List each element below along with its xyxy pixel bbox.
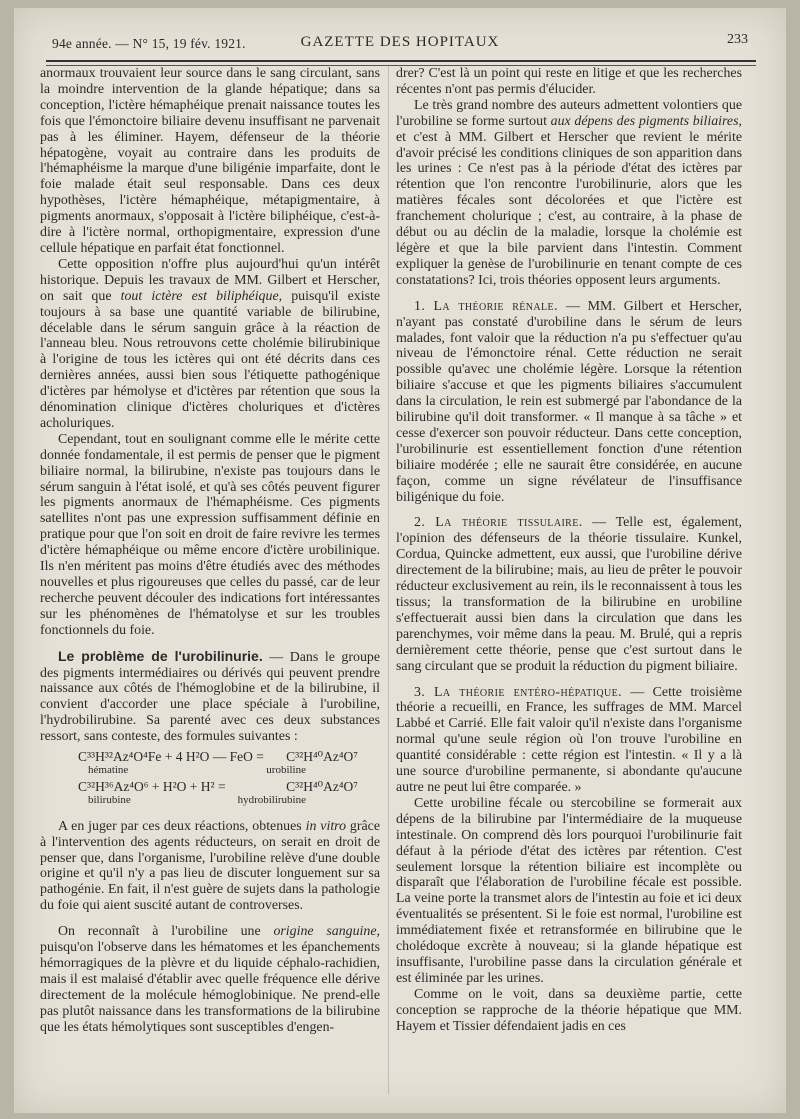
paragraph: 1. La théorie rénale. — MM. Gilbert et Herscher, n'ayant pas constaté d'urobiline dans le sérum de leurs malades, font valoir que la réduction n'a pu s'effectuer qu'au niveau de l'émonctoire rénal. Cette réduction ne serait possible qu'avec une cholémie légère. Lorsque la rétention biliaire s'accuse et que les pigments biliaires s'accumulent dans la circulation, le rein est submergé par l'abondance de la bilirubine qu'il doit transformer. « Il manque à sa tâche » et cesse d'exercer son pouvoir réducteur. Dans cette conception, l'urobilinurie est essentiellement fonction d'une rétention biliaire modérée ; elle ne saurait être considérée, en aucune façon, comme un signe révélateur de l'insuffisance biligénique du foie. [396, 298, 742, 505]
paragraph: drer? C'est là un point qui reste en litige et que les recherches récentes n'ont pas permis d'élucider. [396, 66, 742, 97]
theory-title: 1. La théorie rénale. [414, 298, 558, 314]
formula-rhs: C³²H⁴⁰Az⁴O⁷ [286, 778, 358, 794]
paragraph: 3. La théorie entéro-hépatique. — Cette troisième théorie a recueilli, en France, les suffrages de MM. Marcel Labbé et Carrié. Elle fait valoir qu'il n'existe dans l'organisme normal qu'une seule région où l'on trouve l'urobiline en quantité considérable : cette région est l'intestin. « Il y a là une source d'urobiline permanente, si abondante qu'aucune autre ne peut lui être comparée. » [396, 684, 743, 795]
issue-info: 94e année. — N° 15, 19 fév. 1921. [52, 36, 246, 51]
paragraph: anormaux trouvaient leur source dans le sang circulant, sans la moindre intervention de la glande hépatique; dans sa conception, l'ictère hémaphéique prenait naissance toutes les fois que l'émonctoire biliaire devenu insuffisant ne parvenait pas à les éliminer. Hayem, défenseur de la théorie hépatogène, voyait au contraire dans les produits de l'hémaphéisme la marque d'une biligénie imparfaite, dont le foie malade était seul responsable. Dans ces deux hypothèses, l'ictère hémaphéique, métapigmentaire, à pigments anormaux, s'opposait à l'ictère biliphéique, c'est-à-dire à l'ictère normal, orthopigmentaire, expression d'une cellule hépatique en parfait état fonctionnel. [40, 66, 380, 256]
paragraph: Comme on le voit, dans sa deuxième partie, cette conception se rapproche de la théorie hépatique que MM. Hayem et Tissier défendaient jadis en ces [396, 986, 742, 1034]
formula-label: bilirubine [88, 793, 131, 806]
right-column [396, 66, 742, 1034]
formula-label: hydrobilirubine [237, 793, 306, 806]
formula-label: hématine [88, 763, 129, 776]
emphasis: aux dépens des pigments biliaires, [550, 113, 742, 129]
paragraph: 2. La théorie tissulaire. — Telle est, également, l'opinion des défenseurs de la théorie tissulaire. Kunkel, Cordua, Quincke admettent, eux aussi, que l'urobiline dérive directement de la bilirubine; mais, au lieu de prêter le pouvoir réducteur exclusivement au rein, ils le reconnaissent à tous les tissus; la transformation de la bilirubine en urobiline s'effectuerait aussi bien dans la circulation que dans les parenchymes, voir même dans la peau. M. Brulé, qui a repris dernièrement cette théorie, pense que c'est surtout dans le sang circulant que se produit la réduction du pigment biliaire. [396, 515, 742, 674]
paragraph: Cette opposition n'offre plus aujourd'hui qu'un intérêt historique. Depuis les travaux de MM. Gilbert et Herscher, on sait que tout ictère est biliphéique, puisqu'il existe toujours à sa base une quantité variable de bilirubine, décelable dans le sérum sanguin grâce à la réaction de l'anneau bleu. Nous retrouvons cette cholémie bilirubinique à l'origine de tous les ictères qui ont été décrits dans ces dernières années, aussi bien sous l'étiquette pathogénique d'ictères par hémolyse et d'ictères par rétention que sous la dénomination clinique d'ictères choluriques et d'ictères acholuriques. [40, 256, 381, 431]
header-rule [46, 60, 756, 62]
journal-title: GAZETTE DES HOPITAUX [300, 34, 500, 50]
paragraph: Le très grand nombre des auteurs admettent volontiers que l'urobiline se forme surtout aux dépens des pigments biliaires, et c'est à MM. Gilbert et Herscher que revient le mérite d'avoir précisé les conditions cliniques de son apparition dans les urines : Ce n'est pas à la période d'état des ictères par rétention que l'on rencontre l'urobilinurie, alors que les matières fécales sont décolorées et que l'ictère est franchement cholurique ; c'est, au contraire, à la phase de début ou au déclin de la maladie, lorsque la cholémie est légère et que la bile parvient dans l'intestin. Comment expliquer la genèse de l'urobilinurie en tenant compte de ces constatations? Ici, trois théories opposent leurs arguments. [396, 97, 742, 288]
emphasis: tout ictère est biliphéique, [120, 288, 283, 304]
formula-lhs: C³³H³²Az⁴O⁴Fe + 4 H²O — FeO = [78, 749, 264, 765]
formula-lhs: C³²H³⁶Az⁴O⁶ + H²O + H² = [78, 778, 226, 794]
theory-title: 3. La théorie entéro-hépatique. [414, 684, 623, 700]
theory-title: 2. La théorie tissulaire. [414, 515, 583, 531]
formula-block [40, 749, 380, 809]
paragraph: A en juger par ces deux réactions, obtenues in vitro grâce à l'intervention des agents réducteurs, on serait en droit de penser que, dans l'organisme, l'urobiline relève d'une double origine et qu'il n'y a pas lieu de discuter longuement sur sa pathogénie. En fait, il n'est guère de sujets dans la pathologie du foie qui aient suscité autant de controverses. [40, 818, 380, 914]
left-column [40, 66, 380, 1035]
formula-rhs: C³²H⁴⁰Az⁴O⁷ [286, 749, 358, 765]
emphasis: in vitro [305, 818, 347, 834]
section-heading: Le problème de l'urobilinurie. [58, 647, 263, 664]
column-divider [388, 64, 389, 1094]
page-number: 233 [727, 32, 748, 47]
paragraph: Cette urobiline fécale ou stercobiline se formerait aux dépens de la bilirubine par l'intermédiaire de la muqueuse intestinale. On comprend dès lors pourquoi l'urobilinurie fait défaut à la période d'état des ictères par rétention. C'est seulement lorsque la rétention biliaire est incomplète ou disparaît que l'élaboration de l'urobiline fécale est possible. La veine porte la transmet alors de l'intestin au foie et ici deux éventualités se présentent. Si le foie est normal, l'urobiline est immédiatement fixée et retransformée en bilirubine que le cholédoque excrète à nouveau; si la glande hépatique est insuffisante, l'urobiline passe dans la circulation générale et est éliminée par les urines. [396, 795, 742, 986]
paragraph: Cependant, tout en soulignant comme elle le mérite cette donnée fondamentale, il est permis de penser que le pigment biliaire normal, la bilirubine, n'existe pas toujours dans le sérum sanguin à l'état isolé, et qu'à ses côtés peuvent figurer les pigments anormaux de l'hémaphéisme. Ces pigments satellites n'ont pas une expression suffisamment définie en pratique pour que l'on soit en droit de faire revivre les termes d'ictère hémaphéique ou même encore d'ictère urobilinique. Ils n'en méritent pas moins d'être étudiés avec des méthodes nouvelles et plus rigoureuses que celles du passé, car de leur recherche peuvent découler des indications fort intéressantes sur les phénomènes de l'hématolyse et sur les troubles fonctionnels du foie. [40, 431, 380, 638]
paragraph: On reconnaît à l'urobiline une origine sanguine, puisqu'on l'observe dans les hématomes et les épanchements hémorragiques de la plèvre et du liquide céphalo-rachidien, mais il est malaisé d'établir avec quelle fréquence elle dérive directement de la molécule hémoglobinique. Ne prend-elle pas plutôt naissance dans les transformations de la bilirubine que les états hémolytiques sont susceptibles d'engen- [40, 924, 381, 1035]
formula-label: urobiline [266, 763, 306, 776]
paragraph: Le problème de l'urobilinurie. — Dans le groupe des pigments intermédiaires ou dérivés qui peuvent prendre naissance aux côtés de l'hémoglobine et de la bilirubine, il convient d'accorder une place spéciale à l'urobiline, l'hydrobilirubine. Sa parenté avec ces deux substances ressort, sans conteste, des formules suivantes : [40, 647, 380, 745]
page-header [52, 30, 748, 56]
emphasis: origine sanguine, [273, 924, 381, 940]
